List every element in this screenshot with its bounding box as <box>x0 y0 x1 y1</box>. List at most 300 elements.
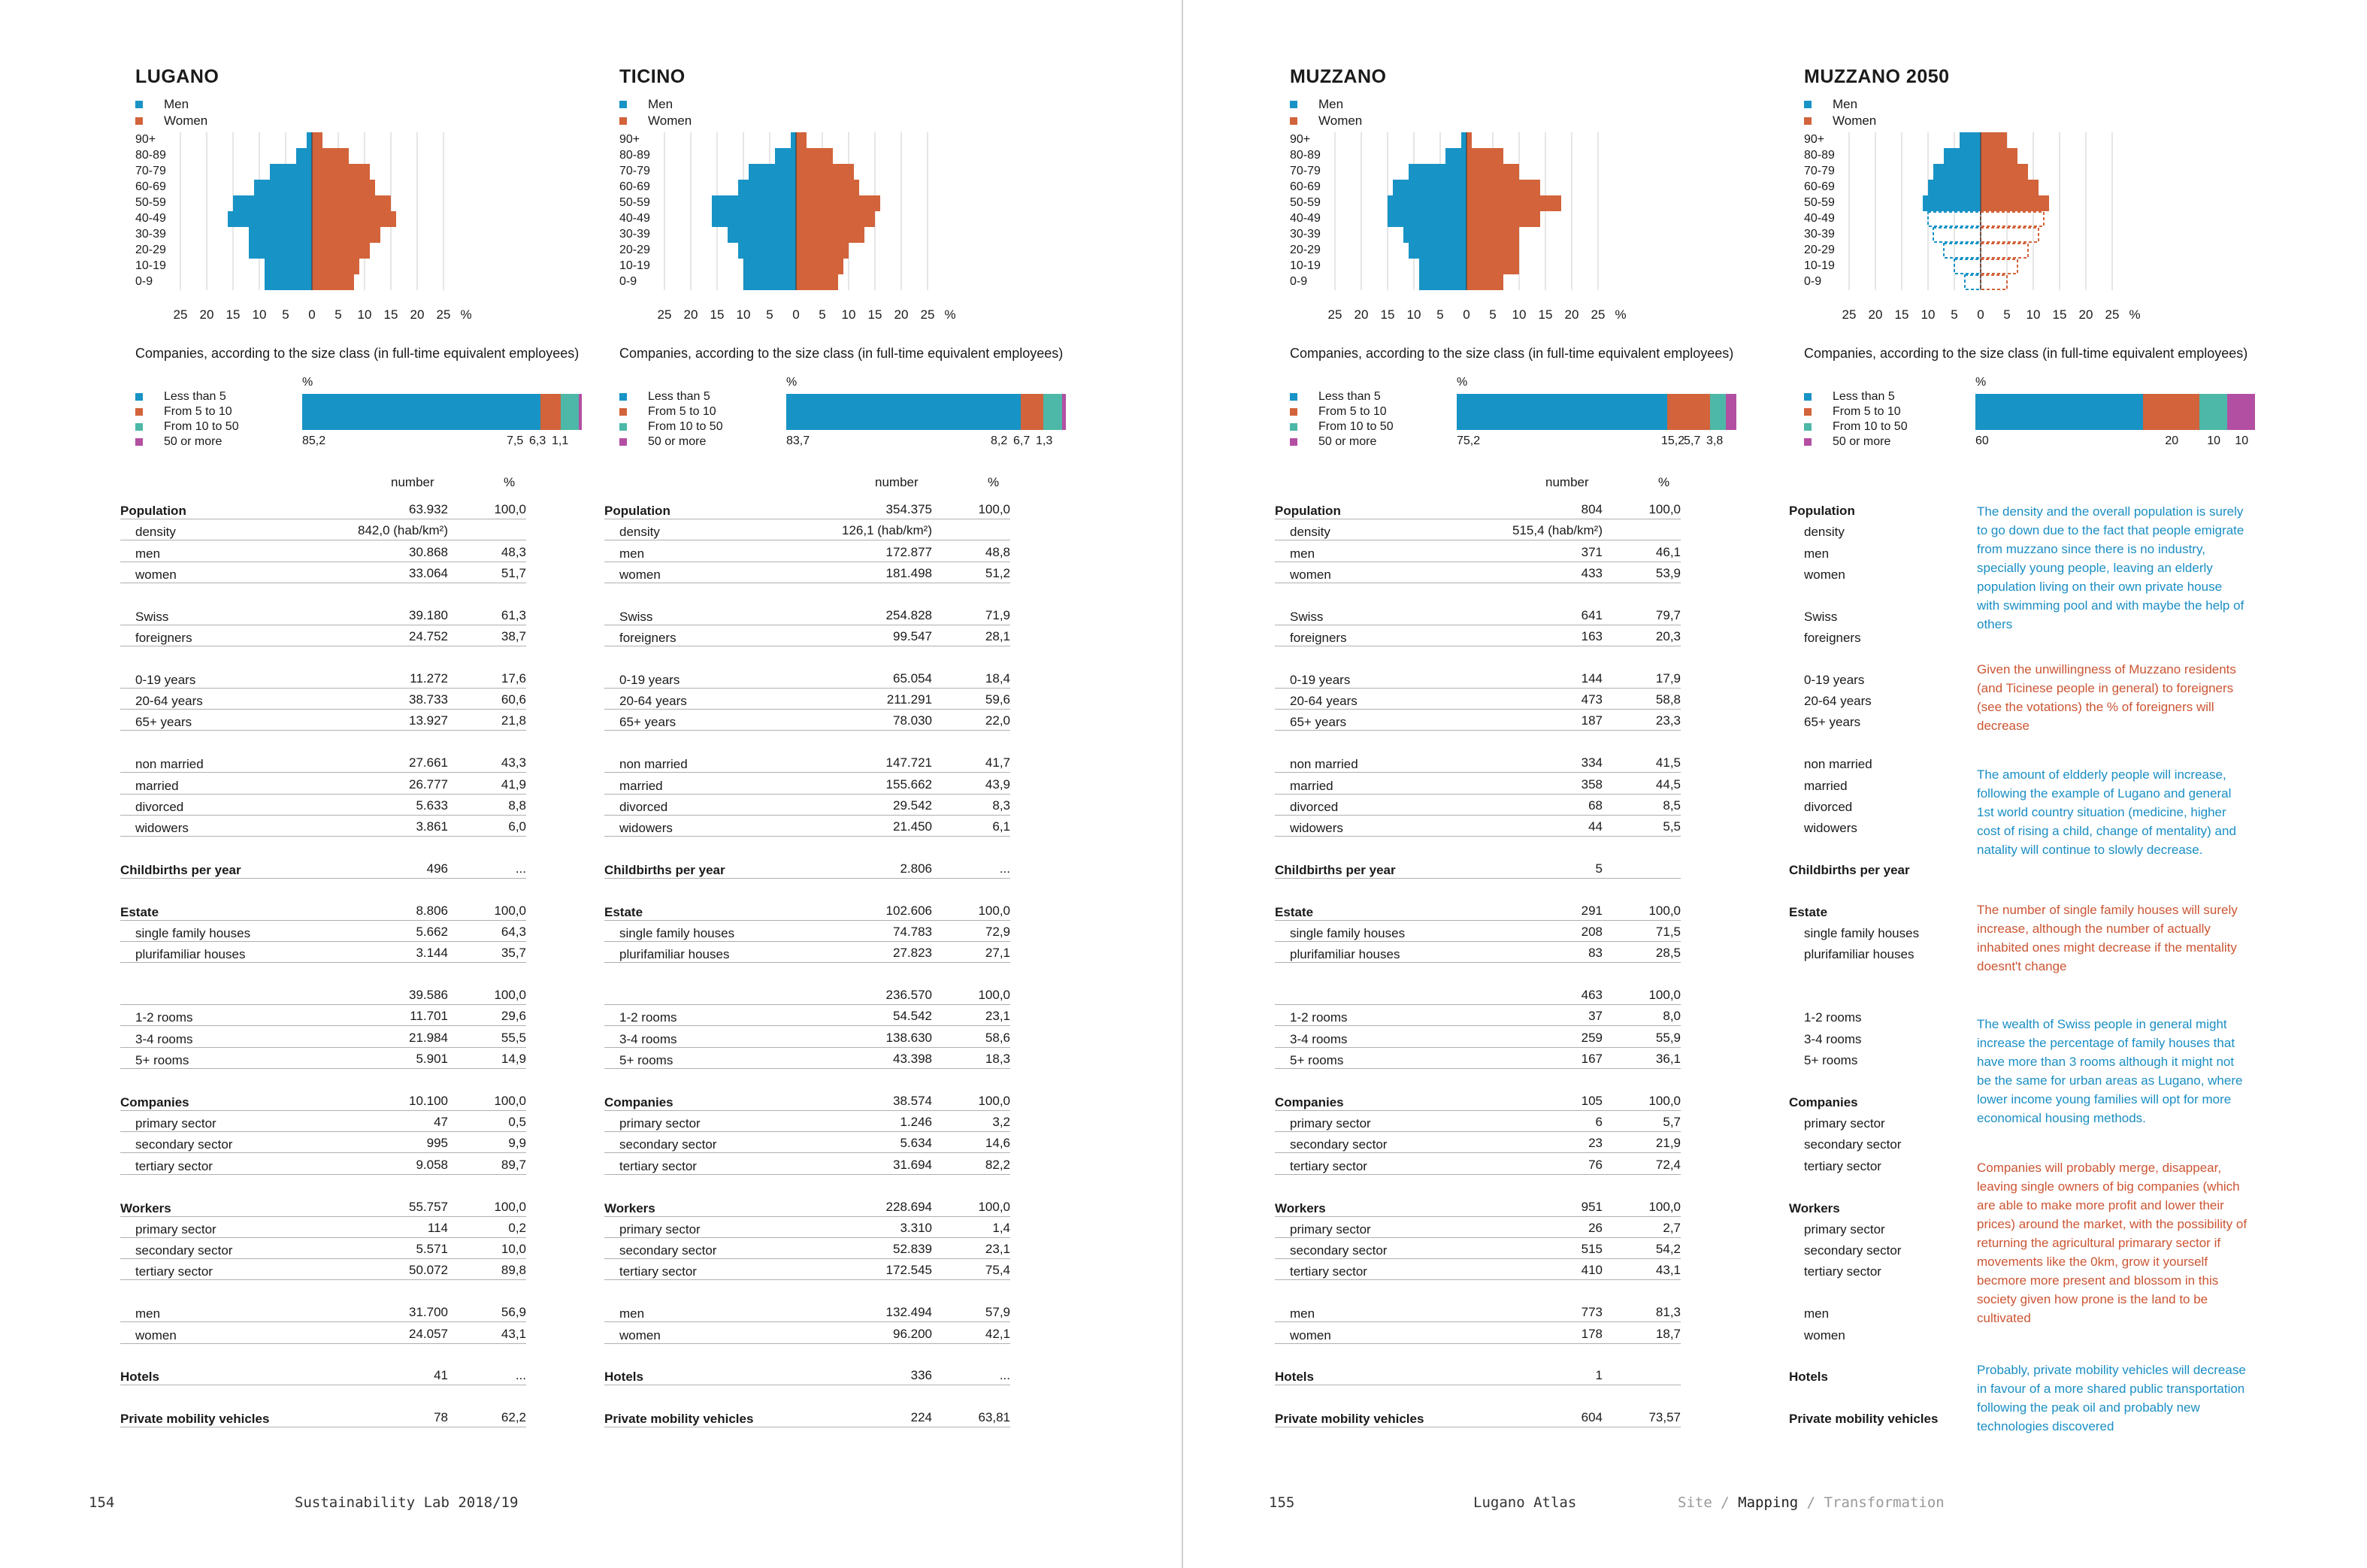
row-percent: 100,0 <box>1648 502 1681 516</box>
legend-swatch <box>1290 423 1297 431</box>
row-number: 37 <box>1588 1009 1603 1024</box>
pyramid-bar-men <box>743 274 796 290</box>
row-label: tertiary sector <box>135 1264 213 1279</box>
row-number: 27.823 <box>893 946 932 961</box>
row-label: 65+ years <box>619 715 677 730</box>
table-row <box>604 1094 1010 1111</box>
row-label: Private mobility vehicles <box>1275 1412 1424 1427</box>
pyramid-bar-women <box>796 132 807 148</box>
legend-swatch-men <box>1290 101 1297 108</box>
row-label: 0-19 years <box>619 672 680 687</box>
axis-tick-label: 10 <box>1921 307 1936 322</box>
column-header-number: number <box>391 475 434 489</box>
row-percent: 54,2 <box>1655 1242 1681 1257</box>
row-number: 23 <box>1588 1136 1603 1151</box>
bar-segment <box>1043 394 1062 430</box>
age-group-label: 30-39 <box>135 228 166 241</box>
row-number: 41 <box>434 1368 448 1383</box>
row-label: secondary sector <box>135 1243 233 1258</box>
breadcrumb-separator: / <box>1721 1494 1730 1511</box>
pyramid-bar-men <box>1388 195 1467 211</box>
row-label: Hotels <box>1275 1370 1314 1385</box>
row-label: non married <box>1804 757 1872 772</box>
pyramid-bar-women <box>796 148 833 164</box>
size-class-label: Less than 5 <box>1318 390 1381 403</box>
row-percent: 23,1 <box>985 1009 1010 1024</box>
size-class-item <box>619 389 723 404</box>
pyramid-bar-men <box>728 227 796 243</box>
row-percent: 43,1 <box>501 1326 526 1341</box>
legend-swatch-women <box>1290 117 1297 125</box>
row-percent: 8,3 <box>992 798 1010 813</box>
axis-tick-label: 10 <box>252 307 267 322</box>
row-label: men <box>1804 1306 1830 1321</box>
row-percent: 41,7 <box>985 755 1010 770</box>
row-number: 78 <box>434 1410 448 1425</box>
table-row <box>120 523 526 540</box>
table-row <box>1275 904 1681 921</box>
row-label: 5+ rooms <box>1804 1053 1858 1067</box>
age-group-label: 80-89 <box>619 149 650 162</box>
row-label: 3-4 rooms <box>1804 1031 1862 1046</box>
bar-segment <box>302 394 540 430</box>
table-row <box>120 798 526 816</box>
table-row <box>120 545 526 562</box>
pyramid-bar-men <box>738 243 796 259</box>
legend-item-men <box>1804 96 1876 113</box>
footer-left-title: Sustainability Lab 2018/19 <box>295 1494 519 1511</box>
row-label: women <box>135 1327 177 1342</box>
row-label: secondary sector <box>1290 1243 1388 1258</box>
age-group-label: 50-59 <box>135 196 166 209</box>
axis-tick-label: 25 <box>1842 307 1857 322</box>
row-label: women <box>135 567 177 582</box>
column-header-percent: % <box>1658 475 1670 489</box>
legend-label: Men <box>648 97 673 111</box>
pyramid-bar-men <box>249 227 312 243</box>
projection-note: The number of single family houses will surely increase, although the number of actually inhabited ones might decrease if the mentality doesnt't change <box>1977 903 2238 973</box>
row-number: 181.498 <box>885 565 932 580</box>
size-class-item <box>1804 419 1908 434</box>
pyramid-bar-women <box>796 164 854 180</box>
pyramid-bar-women <box>1981 228 2039 242</box>
row-percent: ... <box>999 861 1010 876</box>
axis-tick-label: 25 <box>920 307 935 322</box>
row-number: 31.694 <box>893 1157 932 1172</box>
row-label: plurifamiliar houses <box>1290 947 1400 962</box>
table-row <box>1275 545 1681 562</box>
row-percent: 8,8 <box>508 798 526 813</box>
table-row <box>1789 1136 2195 1152</box>
legend-item-men <box>135 96 207 113</box>
table-row <box>1789 861 2195 878</box>
row-percent: 5,7 <box>1663 1115 1681 1130</box>
row-percent: 38,7 <box>501 629 526 643</box>
age-group-label: 70-79 <box>1804 165 1835 177</box>
pyramid-bar-women <box>1467 164 1519 180</box>
row-label: men <box>1290 546 1315 561</box>
row-percent: 27,1 <box>985 946 1010 961</box>
footer-right-title: Lugano Atlas <box>1473 1494 1577 1511</box>
table-row <box>1275 1221 1681 1238</box>
age-group-label: 0-9 <box>1290 275 1308 288</box>
size-class-legend <box>1290 389 1394 450</box>
row-label: Estate <box>604 904 643 919</box>
row-label: tertiary sector <box>1804 1158 1881 1173</box>
age-group-label: 10-19 <box>135 259 166 272</box>
row-percent: 100,0 <box>494 502 526 516</box>
row-percent: 100,0 <box>494 1093 526 1108</box>
axis-tick-label: 25 <box>657 307 672 322</box>
axis-tick-label: 20 <box>683 307 698 322</box>
table-row <box>604 502 1010 519</box>
age-group-label: 70-79 <box>135 165 166 177</box>
pyramid-bar-men <box>743 259 796 274</box>
axis-tick-label: 15 <box>1380 307 1395 322</box>
bar-value-label: 1,1 <box>552 434 569 447</box>
row-label: women <box>1290 567 1331 582</box>
row-label: primary sector <box>619 1221 701 1237</box>
size-class-label: 50 or more <box>1318 435 1377 448</box>
row-label: Companies <box>1275 1094 1344 1109</box>
axis-tick-label: 15 <box>1538 307 1553 322</box>
column-header-number: number <box>875 475 919 489</box>
size-class-legend <box>619 389 723 450</box>
row-label: foreigners <box>1290 631 1347 645</box>
row-number: 515,4 (hab/km²) <box>1512 523 1603 538</box>
row-number: 126,1 (hab/km²) <box>842 523 932 538</box>
row-number: 65.054 <box>893 670 932 686</box>
row-number: 358 <box>1581 776 1603 792</box>
pyramid-bar-women <box>1467 132 1472 148</box>
bar-value-label: 10 <box>2235 434 2249 447</box>
row-number: 11.701 <box>410 1009 448 1024</box>
table-row <box>120 1136 526 1153</box>
axis-tick-label: 5 <box>1489 307 1497 322</box>
row-number: 76 <box>1588 1157 1603 1172</box>
table-row <box>1275 629 1681 646</box>
row-label: Swiss <box>1804 609 1838 624</box>
table-row <box>120 1263 526 1280</box>
bar-value-label: 60 <box>1975 434 1989 447</box>
legend-swatch <box>1804 393 1812 401</box>
row-percent: 72,4 <box>1655 1157 1681 1172</box>
row-label: Companies <box>120 1094 189 1109</box>
pyramid-bar-women <box>796 180 859 195</box>
row-percent: 58,8 <box>1655 692 1681 707</box>
bar-segment <box>1062 394 1066 430</box>
age-group-label: 90+ <box>135 133 156 146</box>
table-row <box>604 1031 1010 1048</box>
size-class-item <box>1804 389 1908 404</box>
axis-tick-label: 15 <box>2052 307 2067 322</box>
row-number: 433 <box>1581 565 1603 580</box>
pyramid-bar-men <box>712 195 796 211</box>
table-row <box>1275 671 1681 689</box>
bar-segment <box>579 394 582 430</box>
panel-muzzano-2050 <box>1789 66 2255 1479</box>
legend-label: Women <box>648 114 692 128</box>
table-row <box>604 1368 1010 1385</box>
pyramid-bar-men <box>1960 132 1981 148</box>
bar-value-label: 85,2 <box>302 434 326 447</box>
age-group-label: 30-39 <box>619 228 650 241</box>
axis-tick-label: 15 <box>710 307 725 322</box>
row-label: Population <box>604 504 670 518</box>
axis-tick-label: 20 <box>410 307 425 322</box>
age-group-label: 0-9 <box>135 275 153 288</box>
row-label: secondary sector <box>619 1243 717 1258</box>
row-number: 236.570 <box>885 988 932 1003</box>
row-label: men <box>1290 1306 1315 1321</box>
table-row <box>120 692 526 710</box>
axis-tick-label: 20 <box>1564 307 1579 322</box>
row-percent: 100,0 <box>494 903 526 918</box>
age-group-label: 20-29 <box>1290 244 1321 256</box>
table-row <box>604 1305 1010 1322</box>
row-number: 39.180 <box>409 607 448 622</box>
size-class-item <box>1804 434 1908 450</box>
pyramid-bar-women <box>796 195 880 211</box>
row-number: 178 <box>1581 1326 1603 1341</box>
row-percent: 72,9 <box>985 925 1010 939</box>
row-percent: 75,4 <box>985 1263 1010 1278</box>
pyramid-bar-men <box>265 274 312 290</box>
row-percent: 42,1 <box>985 1326 1010 1341</box>
projection-note: The density and the overall population is surely to go down due to the fact that people emigrate from muzzano since there is no industry, specially young people, leaving an elderly population living on their own private house with swimming pool and with maybe the help of others <box>1977 504 2244 631</box>
legend-label: Men <box>1318 97 1344 111</box>
table-row <box>1275 1410 1681 1427</box>
legend-item-men <box>1290 96 1362 113</box>
bar-value-label: 8,2 <box>991 434 1008 447</box>
bar-segment <box>2143 394 2199 430</box>
row-percent: 43,9 <box>985 776 1010 792</box>
companies-size-title: Companies, according to the size class (in full-time equivalent employees) <box>619 346 1064 361</box>
company-size-stacked-bar <box>1975 394 2255 430</box>
row-label: single family houses <box>1290 926 1406 940</box>
row-label: foreigners <box>1804 631 1861 645</box>
panel-muzzano <box>1275 66 1741 1479</box>
row-percent: 0,2 <box>508 1220 526 1235</box>
row-number: 5.634 <box>900 1136 932 1151</box>
bar-value-label: 5,7 <box>1684 434 1701 447</box>
table-row <box>1275 819 1681 837</box>
pyramid-bar-women <box>1467 227 1519 243</box>
table-row <box>1275 502 1681 519</box>
table-row <box>604 629 1010 646</box>
row-number: 39.586 <box>409 988 448 1003</box>
size-class-item <box>1290 404 1394 419</box>
row-percent: 6,1 <box>992 819 1010 834</box>
row-number: 47 <box>434 1115 448 1130</box>
pyramid-bar-women <box>1467 243 1519 259</box>
panel-title: LUGANO <box>135 66 219 87</box>
row-percent: 35,7 <box>501 946 526 961</box>
row-number: 155.662 <box>885 776 932 792</box>
pyramid-bar-men <box>1445 148 1467 164</box>
age-group-label: 50-59 <box>1290 196 1321 209</box>
row-label: men <box>135 1306 161 1321</box>
table-row <box>120 1368 526 1385</box>
row-number: 50.072 <box>409 1263 448 1278</box>
row-label: primary sector <box>135 1221 216 1237</box>
row-percent: 41,5 <box>1655 755 1681 770</box>
table-row <box>120 1242 526 1259</box>
row-label: non married <box>1290 757 1358 772</box>
bar-value-label: 75,2 <box>1457 434 1481 447</box>
row-label: single family houses <box>135 926 251 940</box>
axis-tick-label: 10 <box>736 307 751 322</box>
bar-percent-symbol: % <box>302 376 313 389</box>
table-row <box>1275 608 1681 625</box>
panel-title: TICINO <box>619 66 686 87</box>
pyramid-bar-women <box>1467 259 1519 274</box>
row-label: women <box>619 567 661 582</box>
pyramid-bar-men <box>233 195 312 211</box>
table-row <box>120 713 526 731</box>
row-label: 5+ rooms <box>135 1053 189 1067</box>
row-percent: 46,1 <box>1655 544 1681 559</box>
bar-segment <box>2199 394 2227 430</box>
row-percent: 23,1 <box>985 1242 1010 1257</box>
row-percent: 100,0 <box>494 1199 526 1214</box>
row-percent: 18,3 <box>985 1052 1010 1066</box>
axis-tick-label: 5 <box>282 307 289 322</box>
bar-value-labels <box>302 434 582 451</box>
table-row <box>120 988 526 1005</box>
row-label: primary sector <box>1290 1221 1371 1237</box>
table-row <box>120 1221 526 1238</box>
row-label: Hotels <box>1789 1370 1828 1385</box>
bar-segment <box>2227 394 2255 430</box>
table-row <box>604 777 1010 795</box>
row-label: married <box>1804 778 1848 793</box>
projection-note: Companies will probably merge, disappear, leaving single owners of big companies (which are able to make more profit and lower their prices) around the market, with the possibility of returning the agricultural primarary sector if movements like the 0km, grow it yourself becmore more present and blossom in this society given how prone is the land to be cultivated <box>1977 1161 2247 1325</box>
pyramid-bar-men <box>1944 244 1981 258</box>
row-percent: 17,6 <box>501 670 526 686</box>
row-label: Private mobility vehicles <box>120 1412 270 1427</box>
size-class-item <box>619 419 723 434</box>
table-row <box>604 1009 1010 1026</box>
row-number: 354.375 <box>885 502 932 516</box>
row-number: 27.661 <box>409 755 448 770</box>
axis-tick-label: 15 <box>1894 307 1909 322</box>
row-percent: 28,5 <box>1655 946 1681 961</box>
table-row <box>120 946 526 963</box>
size-class-label: From 10 to 50 <box>1833 420 1908 433</box>
row-label: secondary sector <box>135 1137 233 1152</box>
pyramid-bar-women <box>1467 195 1561 211</box>
company-size-stacked-bar <box>302 394 582 430</box>
pyramid-bar-men <box>1928 180 1981 195</box>
panel-title: MUZZANO 2050 <box>1804 66 1950 87</box>
legend-swatch <box>619 438 627 446</box>
pyramid-bar-men <box>1954 259 1981 274</box>
axis-tick-label: 20 <box>2078 307 2093 322</box>
table-row <box>120 1052 526 1069</box>
row-number: 38.733 <box>409 692 448 707</box>
row-number: 11.272 <box>410 670 448 686</box>
row-percent: 23,3 <box>1655 713 1681 728</box>
row-label: density <box>619 525 660 540</box>
row-number: 13.927 <box>409 713 448 728</box>
axis-tick-label: 15 <box>867 307 882 322</box>
pyramid-bar-men <box>265 259 312 274</box>
breadcrumb-mapping[interactable]: Mapping <box>1738 1494 1799 1511</box>
row-number: 604 <box>1581 1410 1603 1425</box>
row-number: 63.932 <box>409 502 448 516</box>
row-percent: 55,5 <box>501 1030 526 1045</box>
row-label: 3-4 rooms <box>1290 1031 1348 1046</box>
footer-breadcrumb <box>1678 1494 1945 1511</box>
projection-note: Probably, private mobility vehicles will decrease in favour of a more shared public transportation following the peak oil and probably new technologies discovered <box>1977 1363 2246 1433</box>
row-label: men <box>135 546 161 561</box>
legend-label: Men <box>1833 97 1858 111</box>
row-label: Swiss <box>135 609 169 624</box>
axis-tick-label: 20 <box>1868 307 1883 322</box>
table-row <box>120 1327 526 1344</box>
table-row <box>120 1410 526 1427</box>
row-label: tertiary sector <box>619 1158 697 1173</box>
row-label: 0-19 years <box>1804 672 1865 687</box>
table-row <box>604 1052 1010 1069</box>
legend-swatch <box>619 423 627 431</box>
bar-value-label: 15,2 <box>1661 434 1685 447</box>
pyramid-bar-men <box>712 211 796 227</box>
axis-tick-label: 25 <box>173 307 188 322</box>
row-percent: 100,0 <box>978 988 1010 1003</box>
row-label: plurifamiliar houses <box>619 947 730 962</box>
pyramid-bar-men <box>1461 132 1467 148</box>
projection-note: The wealth of Swiss people in general might increase the percentage of family houses that have more than 3 rooms although it might not be the same for urban areas as Lugano, where lower income young families will opt for more economical housing methods. <box>1977 1017 2243 1125</box>
row-label: men <box>1804 546 1830 561</box>
row-percent: 100,0 <box>978 903 1010 918</box>
table-row <box>604 1410 1010 1427</box>
breadcrumb-transformation[interactable]: Transformation <box>1824 1494 1945 1511</box>
pyramid-bar-women <box>312 132 322 148</box>
bar-segment <box>1975 394 2143 430</box>
row-number: 10.100 <box>409 1093 448 1108</box>
row-label: 65+ years <box>1290 715 1347 730</box>
row-label: widowers <box>1804 821 1857 836</box>
row-percent: 2,7 <box>1663 1220 1681 1235</box>
row-percent: 21,8 <box>501 713 526 728</box>
footer-right-page-number: 155 <box>1269 1494 1295 1511</box>
row-number: 463 <box>1581 988 1603 1003</box>
pyramid-bar-men <box>1409 164 1467 180</box>
legend-swatch-women <box>135 117 143 125</box>
table-row <box>1275 1263 1681 1280</box>
pyramid-bar-women <box>796 243 849 259</box>
row-percent: 82,2 <box>985 1157 1010 1172</box>
row-number: 1.246 <box>900 1115 932 1130</box>
age-group-label: 80-89 <box>1804 149 1835 162</box>
row-percent: 71,9 <box>985 607 1010 622</box>
axis-tick-label: 20 <box>199 307 214 322</box>
pyramid-bar-women <box>312 243 370 259</box>
row-percent: 73,57 <box>1648 1410 1681 1425</box>
row-number: 804 <box>1581 502 1603 516</box>
bar-segment <box>1726 394 1736 430</box>
legend-label: Women <box>164 114 208 128</box>
age-group-label: 70-79 <box>619 165 650 177</box>
row-label: Private mobility vehicles <box>604 1412 754 1427</box>
axis-tick-label: 0 <box>1977 307 1984 322</box>
table-row <box>120 1305 526 1322</box>
breadcrumb-site[interactable]: Site <box>1678 1494 1712 1511</box>
row-label: married <box>1290 778 1333 793</box>
axis-tick-label: 0 <box>308 307 316 322</box>
